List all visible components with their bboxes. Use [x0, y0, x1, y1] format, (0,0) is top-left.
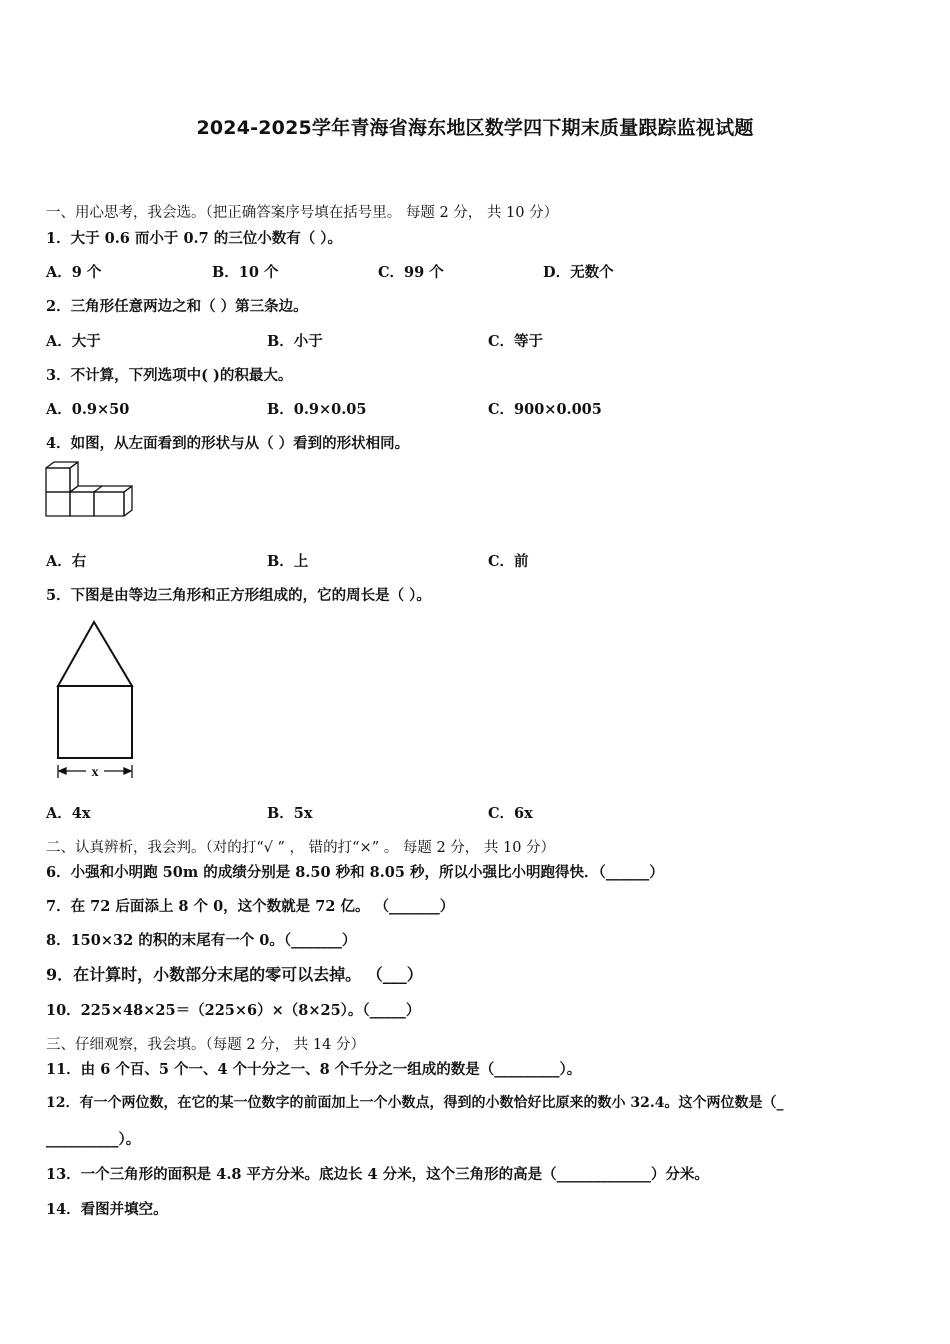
q5-option-c: C．6x — [488, 805, 533, 822]
q2-option-a: A．大于 — [46, 333, 101, 350]
question-14: 14．看图并填空。 — [46, 1201, 168, 1218]
q2-option-b: B．小于 — [267, 333, 323, 350]
q5-figure-label: x — [91, 765, 99, 780]
q1-option-c: C．99 个 — [378, 264, 444, 281]
triangle-shape — [58, 622, 132, 686]
q5-house-figure — [50, 618, 142, 784]
question-3: 3．不计算，下列选项中( )的积最大。 — [46, 367, 293, 384]
q1-option-a: A．9 个 — [46, 264, 102, 281]
section-1-heading: 一、用心思考，我会选。（把正确答案序号填在括号里。 每题 2 分， 共 10 分） — [46, 205, 559, 221]
question-1: 1．大于 0.6 而小于 0.7 的三位小数有（ ）。 — [46, 230, 343, 247]
question-13: 13．一个三角形的面积是 4.8 平方分米。底边长 4 分米，这个三角形的高是（_____________）分米。 — [46, 1166, 709, 1183]
q3-option-b: B．0.9×0.05 — [267, 401, 367, 418]
question-5: 5．下图是由等边三角形和正方形组成的，它的周长是（ ）。 — [46, 587, 431, 604]
q4-option-b: B．上 — [267, 553, 309, 570]
question-11: 11．由 6 个百、5 个一、4 个十分之一、8 个千分之一组成的数是（_________）。 — [46, 1061, 582, 1078]
q3-option-c: C．900×0.005 — [488, 401, 602, 418]
q1-option-d: D．无数个 — [543, 264, 614, 281]
q2-option-c: C．等于 — [488, 333, 544, 350]
q5-option-b: B．5x — [267, 805, 313, 822]
section-2-heading: 二、认真辨析，我会判。（对的打“√ ” ， 错的打“×” 。 每题 2 分， 共 10 分） — [46, 840, 556, 856]
question-9: 9．在计算时，小数部分末尾的零可以去掉。 （___） — [46, 965, 423, 984]
q3-option-a: A．0.9×50 — [46, 401, 130, 418]
section-3-heading: 三、仔细观察，我会填。（每题 2 分， 共 14 分） — [46, 1037, 365, 1053]
question-4: 4．如图，从左面看到的形状与从（ ）看到的形状相同。 — [46, 435, 410, 452]
question-8: 8．150×32 的积的末尾有一个 0。（_______） — [46, 932, 357, 949]
question-10: 10．225×48×25＝（225×6）×（8×25）。（_____） — [46, 1002, 421, 1019]
question-12-line-2: __________）。 — [46, 1131, 141, 1148]
q5-option-a: A．4x — [46, 805, 91, 822]
question-12-line-1: 12．有一个两位数，在它的某一位数字的前面加上一个小数点，得到的小数恰好比原来的数小 32.4。这个两位数是（_ — [46, 1095, 784, 1111]
page-title: 2024-2025学年青海省海东地区数学四下期末质量跟踪监视试题 — [196, 117, 754, 139]
q1-option-b: B．10 个 — [212, 264, 279, 281]
question-2: 2．三角形任意两边之和（ ）第三条边。 — [46, 298, 308, 315]
q4-cube-figure — [44, 460, 136, 520]
square-shape — [58, 686, 132, 758]
q4-option-c: C．前 — [488, 553, 529, 570]
question-6: 6．小强和小明跑 50m 的成绩分别是 8.50 秒和 8.05 秒，所以小强比小明跑得快．（______） — [46, 864, 664, 881]
q4-option-a: A．右 — [46, 553, 87, 570]
question-7: 7．在 72 后面添上 8 个 0，这个数就是 72 亿。 （_______） — [46, 898, 455, 915]
